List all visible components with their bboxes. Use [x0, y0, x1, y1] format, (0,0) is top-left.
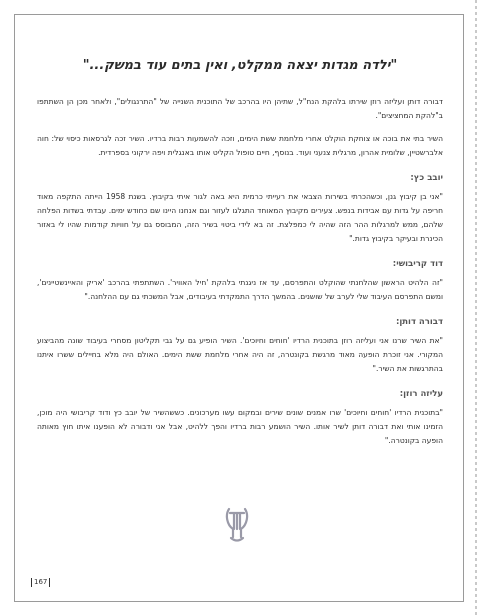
intro-paragraph: השיר בתי את בוכה או צוחקת הוקלט אחרי מלחמת ששת הימים, וזכה להשמעות רבות ברדיו. השיר זכה לגרסאות כיסוי של: חוה אלברשטיין, שלומית אהרון, מרגלית צנעני ועוד. בנוסף, חיים טופול הקליט אותו באנגלית ויפה ירקוני בספרדית.	[37, 134, 443, 157]
intro-paragraph: דבורה דותן ועליזה רוזן שירתו בלהקת הנח"ל, שתיהן היו בהרכב של התוכנית השנייה של "התרנגולים", ולאחר מכן הן השתתפו ב"להקת המחציצים".	[37, 97, 443, 120]
page-number: 167	[31, 578, 50, 587]
section-heading: דבורה דותן:	[395, 317, 443, 327]
article	[37, 58, 443, 457]
section-heading: דוד קריבושי:	[392, 259, 443, 269]
page-edge-perforation	[475, 0, 477, 616]
section-text: "זה הלהיט הראשון שהלחנתי שהוקלט והתפרסם, עד אז ניגנתי בלהקת 'חיל האוויר'. השתתפתי בהרכב 'אריק והאיינשטיינים', ומשם התפרסם העיבוד שלי לערב של שושנים. בהמשך הדרך התמקדתי בעיבודים, אבל המשכתי גם עם ההלחנה."	[37, 278, 443, 301]
article-title: "ילדה מגדות יצאה ממקלט, ואין בתים עוד במשק..."	[82, 58, 398, 73]
section-text: "בתוכנית הרדיו 'חוחים וחיוכים' שרו אמנים שונים שירים ובמקום עשו מערכונים. כששהשיר של יובב כץ ודוד קריבושי היה מוכן, הזמינו אותי ואת דבורה דותן לשיר אותו. השיר הושמע רבות ברדיו והפך ללהיט, אבל אני ודבורה לא הופענו איתו חוץ מאותה הופעה בקונטרה."	[37, 408, 443, 445]
lyre-icon	[223, 505, 251, 545]
section-text: "את השיר שרנו אני ועליזה רוזן בתוכנית הרדיו 'חוחים וחיוכים'. השיר הופיע גם על גבי תקליטון מסחרי בעיבוד שונה מהביצוע המקורי. אני זוכרת הופעה מאוד מרגשת בקונטרה, זה היה אחרי מלחמת ששת הימים. האולם היה מלא בחיילים ששרו איתנו בהתרגשות את השיר."	[37, 336, 443, 373]
section-text: "אני בן קיבוץ גנן, וכשהכרתי בשירות הצבאי את רעייתי כרמית היא באה לגור איתי בקיבוץ. בשנת 1958 הייתה התקפה מאוד חריפה על גדות עם אבידות בנפש. צעירים מקיבוץ המאוחד התגלגו לעזור וגם אנחנו היינו שם כחודש ימים. עבדתי בשדות הפלחה שלהם, ממש למרגלות ההר הזה שהיה לי כמפלצת. זה בא לידי ביטוי בשיר הזה, המבוסס גם על חוויות קודמות שהיו לי באזור הכינרת ובעיקר בקיבוץ גדות."	[37, 192, 443, 243]
section-heading: עליזה רוזן:	[399, 389, 443, 399]
section-heading: יובב כץ:	[410, 173, 443, 183]
